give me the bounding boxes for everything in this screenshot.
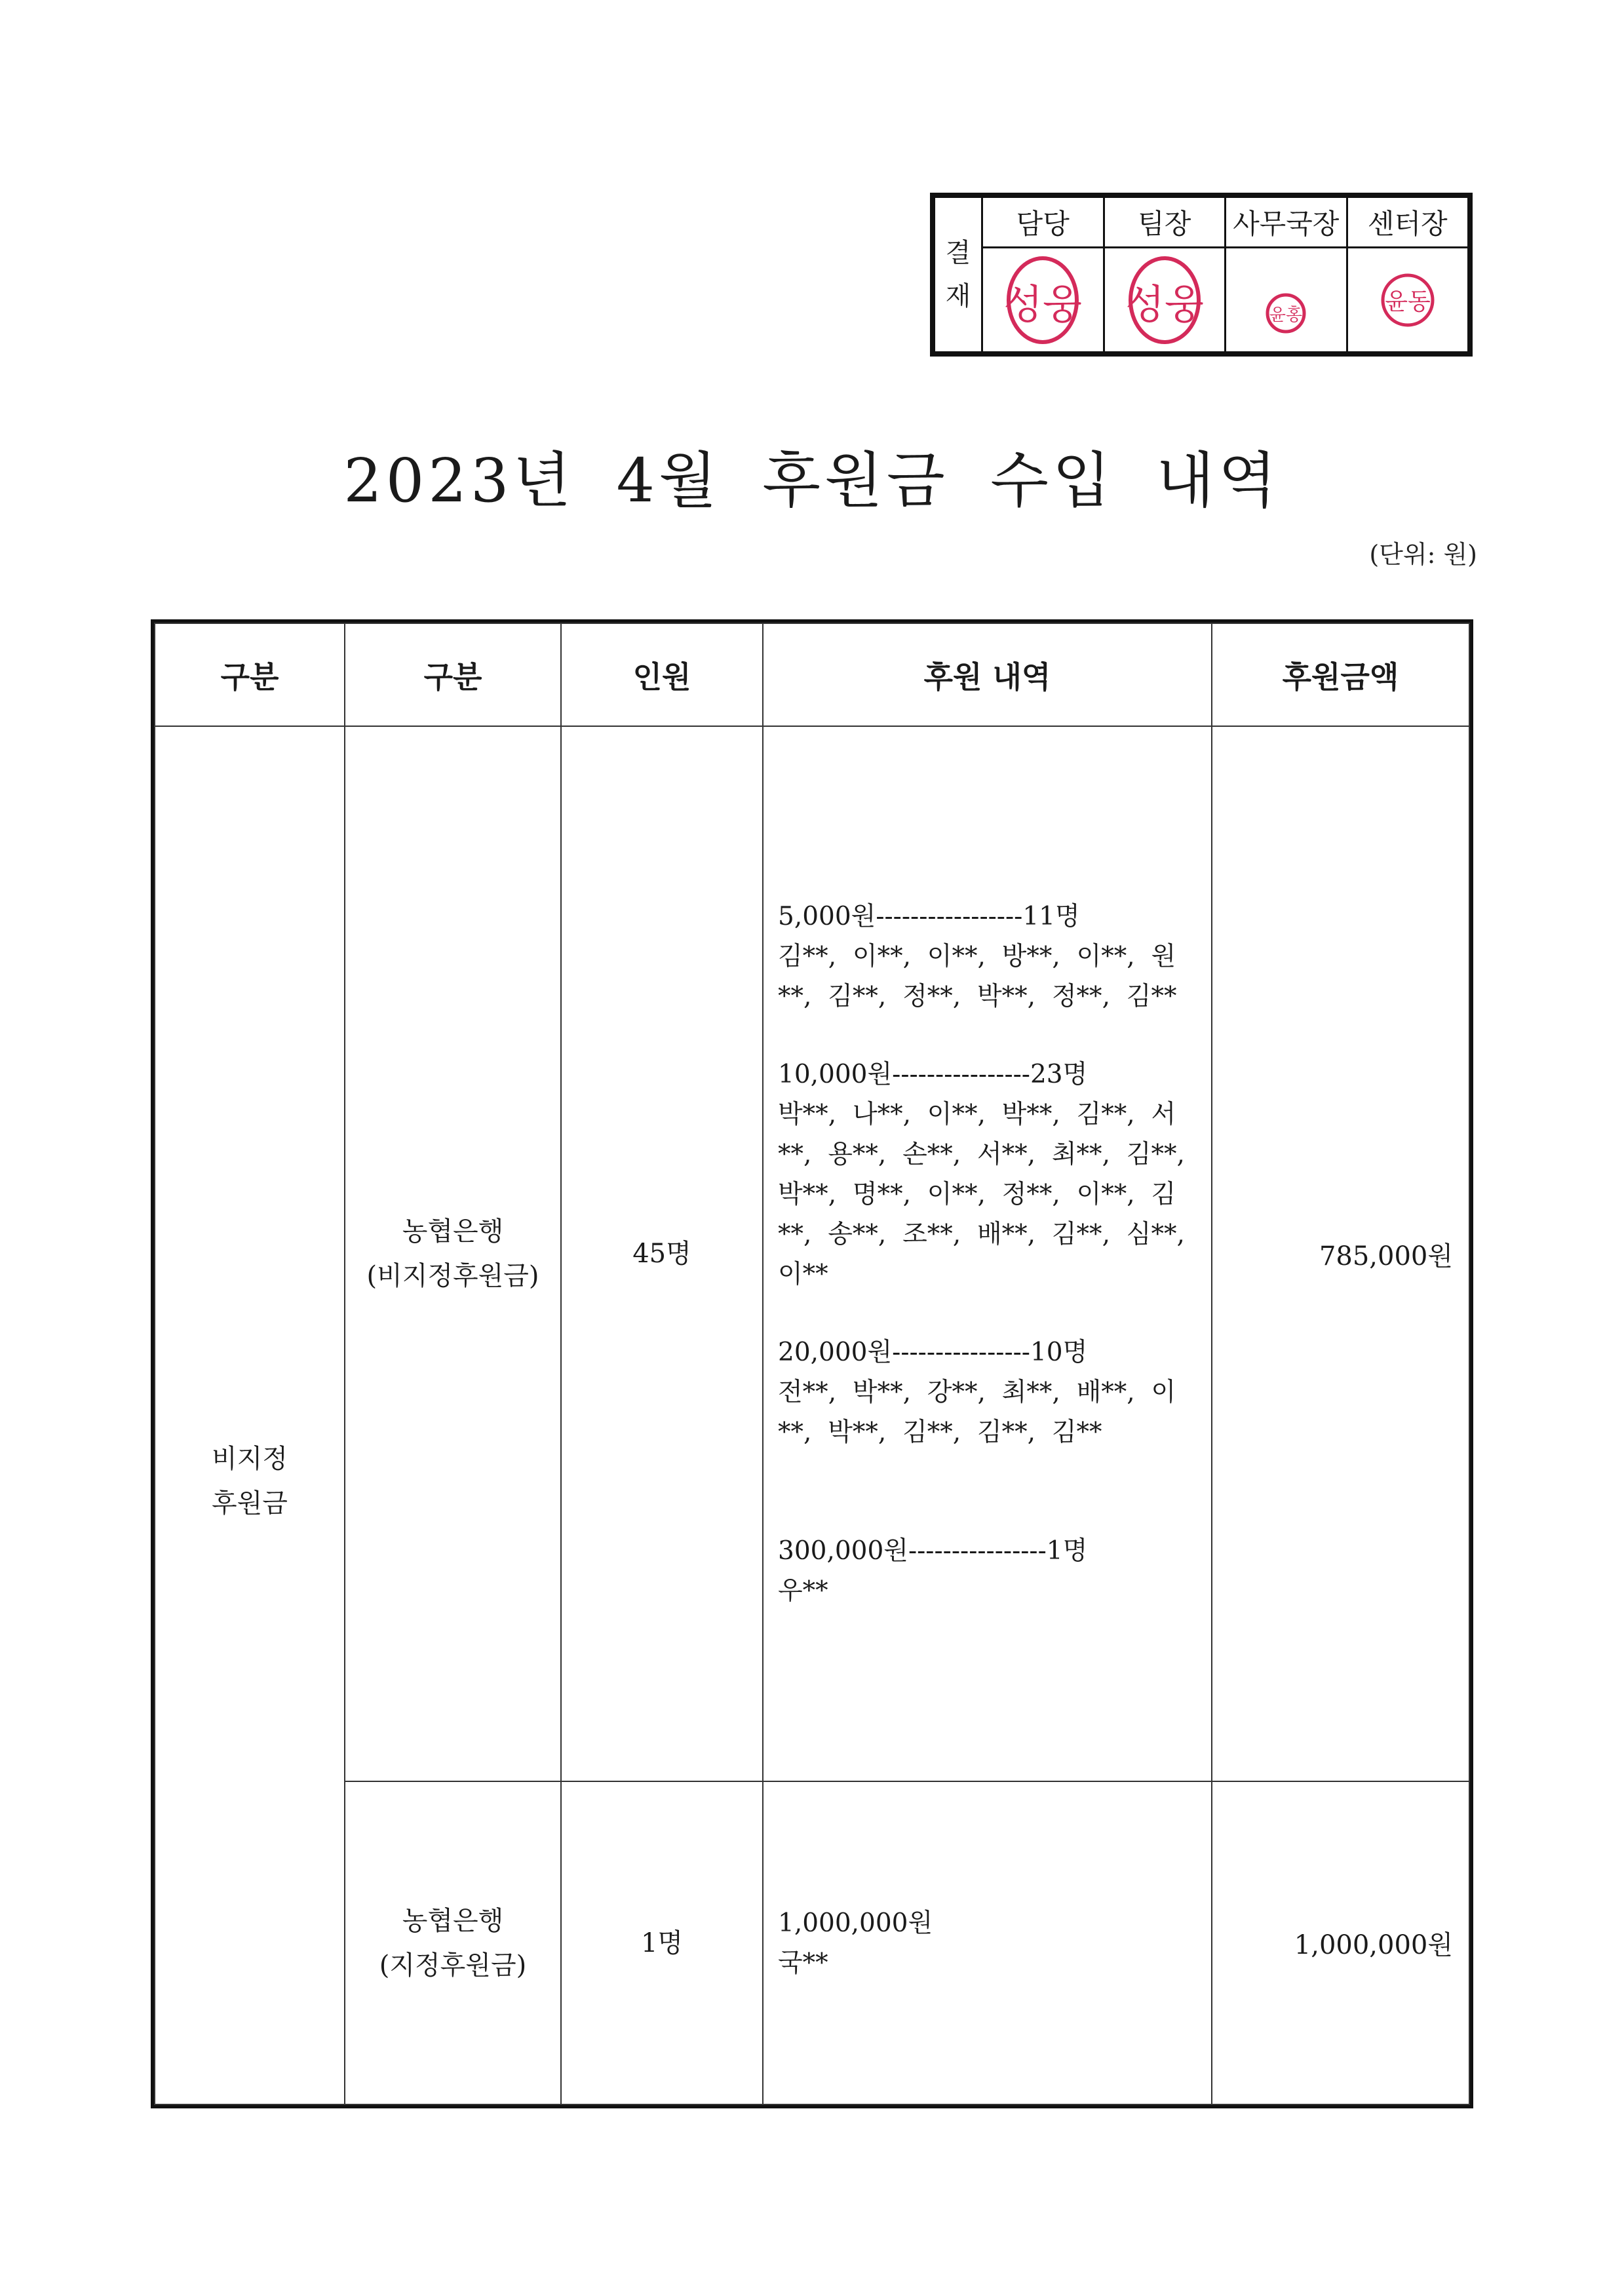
donor-name: 조** , xyxy=(902,1220,977,1249)
donor-name: 이** , xyxy=(927,1100,1002,1129)
approval-col-team-lead: 팀장 xyxy=(1104,197,1226,248)
donation-group xyxy=(778,1903,1199,1983)
donation-group-line: 300,000원----------------1명 xyxy=(778,1536,1088,1566)
table-row xyxy=(155,1781,1469,2104)
donor-name: 이** , xyxy=(927,1180,1002,1209)
donor-name: 김** , xyxy=(1077,1100,1151,1129)
svg-text:윤동: 윤동 xyxy=(1384,288,1431,315)
donor-name: 나** , xyxy=(853,1100,927,1129)
donor-name-list xyxy=(778,1372,1199,1452)
donor-name: 이** , xyxy=(1077,1180,1151,1209)
donor-name: 강** , xyxy=(927,1378,1002,1407)
table-header-row xyxy=(155,623,1469,726)
donor-name: 박** , xyxy=(977,982,1052,1011)
donor-name: 용** , xyxy=(828,1140,902,1169)
amount-cell: 785,000원 xyxy=(1212,726,1469,1781)
donor-name: 박** , xyxy=(778,1100,853,1129)
unit-note: (단위: 원) xyxy=(1369,540,1477,569)
donor-name: 원** , xyxy=(778,942,1176,1011)
seal-stamp-icon xyxy=(1378,271,1437,330)
donation-group xyxy=(778,1531,1199,1611)
approval-col-director: 센터장 xyxy=(1347,197,1469,248)
donation-group-line: 10,000원----------------23명 xyxy=(778,1060,1088,1089)
donor-name: 김** xyxy=(1051,1418,1102,1447)
approval-seal-cell xyxy=(982,248,1104,353)
svg-text:성웅: 성웅 xyxy=(1125,280,1204,328)
seal-stamp-icon xyxy=(1263,290,1309,336)
approval-col-secretary: 사무국장 xyxy=(1226,197,1347,248)
donor-name: 배** , xyxy=(977,1220,1052,1249)
donor-name: 배** , xyxy=(1077,1378,1151,1407)
donor-name: 김** , xyxy=(977,1418,1052,1447)
donor-name: 이** , xyxy=(1077,942,1151,971)
donor-name: 이** , xyxy=(778,1378,1176,1447)
donor-name: 이** , xyxy=(853,942,927,971)
subcategory-cell: 농협은행 (비지정후원금) xyxy=(345,726,561,1781)
donation-table xyxy=(151,619,1473,2108)
donation-group-line: 20,000원----------------10명 xyxy=(778,1338,1088,1367)
donor-name: 김** , xyxy=(828,982,902,1011)
approval-block xyxy=(930,193,1473,357)
donor-name: 박** , xyxy=(1002,1100,1077,1129)
header-category: 구분 xyxy=(155,623,345,726)
header-subcategory: 구분 xyxy=(345,623,561,726)
donor-name: 김** xyxy=(1126,982,1177,1011)
donor-name: 국** xyxy=(778,1948,828,1978)
donation-group xyxy=(778,897,1199,1017)
donor-name: 심** , xyxy=(1127,1220,1201,1249)
donor-name: 김** , xyxy=(778,1180,1176,1249)
donor-name: 명** , xyxy=(853,1180,927,1209)
count-cell: 45명 xyxy=(561,726,763,1781)
donor-name: 정** , xyxy=(1052,982,1127,1011)
approval-col-staff: 담당 xyxy=(982,197,1104,248)
donor-name: 최** , xyxy=(1002,1378,1077,1407)
donor-name-list xyxy=(778,1571,1199,1611)
approval-seal-cell xyxy=(1104,248,1226,353)
table-row xyxy=(155,726,1469,1781)
donor-name: 김** , xyxy=(902,1418,977,1447)
donation-group-line: 1,000,000원 xyxy=(778,1908,933,1938)
page-title: 2023년 4월 후원금 수입 내역 xyxy=(343,446,1281,516)
donor-name: 전** , xyxy=(778,1378,853,1407)
svg-text:성웅: 성웅 xyxy=(1003,280,1083,328)
seal-stamp-icon xyxy=(1003,254,1082,346)
donor-name-list xyxy=(778,1943,1199,1983)
approval-seal-cell xyxy=(1226,248,1347,353)
donation-group xyxy=(778,1332,1199,1452)
subcategory-cell: 농협은행 (지정후원금) xyxy=(345,1781,561,2104)
donation-group-line: 5,000원-----------------11명 xyxy=(778,902,1080,931)
header-detail: 후원 내역 xyxy=(763,623,1212,726)
donation-group xyxy=(778,1055,1199,1294)
donor-name: 방** , xyxy=(1002,942,1077,971)
donor-name: 정** , xyxy=(902,982,977,1011)
donor-name: 송** , xyxy=(828,1220,902,1249)
donor-name: 우** xyxy=(778,1576,828,1606)
donor-name: 박** , xyxy=(778,1180,853,1209)
seal-stamp-icon xyxy=(1125,254,1204,346)
donor-name: 이** xyxy=(778,1260,828,1289)
donor-name: 서** , xyxy=(977,1140,1052,1169)
svg-text:윤홍: 윤홍 xyxy=(1269,305,1303,325)
donor-name: 김** , xyxy=(1127,1140,1201,1169)
donor-name: 최** , xyxy=(1052,1140,1127,1169)
amount-cell: 1,000,000원 xyxy=(1212,1781,1469,2104)
donor-name-list xyxy=(778,937,1199,1017)
category-cell: 비지정 후원금 xyxy=(155,726,345,2104)
donor-name: 정** , xyxy=(1002,1180,1077,1209)
donor-name-list xyxy=(778,1095,1199,1294)
donor-name: 김** , xyxy=(1052,1220,1127,1249)
header-count: 인원 xyxy=(561,623,763,726)
donor-name: 김** , xyxy=(778,942,853,971)
approval-side-label: 결 재 xyxy=(935,197,982,353)
detail-cell xyxy=(763,1781,1212,2104)
donor-name: 박** , xyxy=(828,1418,902,1447)
donor-name: 박** , xyxy=(853,1378,927,1407)
donor-name: 이** , xyxy=(927,942,1002,971)
detail-cell xyxy=(763,726,1212,1781)
donor-name: 손** , xyxy=(902,1140,977,1169)
header-amount: 후원금액 xyxy=(1212,623,1469,726)
approval-seal-cell xyxy=(1347,248,1469,353)
count-cell: 1명 xyxy=(561,1781,763,2104)
donor-name: 서** , xyxy=(778,1100,1176,1169)
